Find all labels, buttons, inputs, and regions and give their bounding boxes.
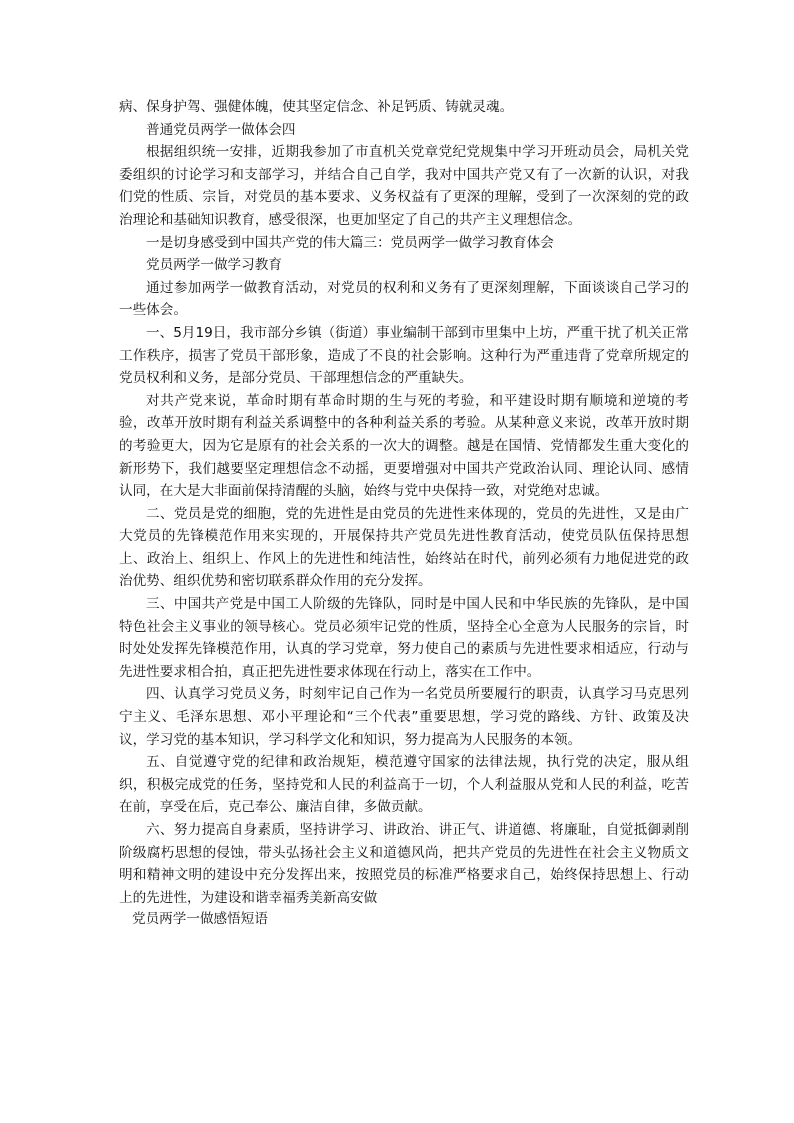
document-body: [119, 96, 689, 909]
paragraph: 通过参加两学一做教育活动，对党员的权利和义务有了更深刻理解，下面谈谈自己学习的一些体会。: [119, 279, 689, 319]
paragraph-point-four: 四、认真学习党员义务，时刻牢记自己作为一名党员所要履行的职责，认真学习马克思列宁主义、毛泽东思想、邓小平理论和“三个代表”重要思想，学习党的路线、方针、政策及决议，学习党的基本知识，学习科学文化和知识，努力提高为人民服务的本领。: [119, 686, 689, 748]
paragraph-point-six: 六、努力提高自身素质，坚持讲学习、讲政治、讲正气、讲道德、将廉耻，自觉抵御剥削阶级腐朽思想的侵蚀，带头弘扬社会主义和道德风尚，把共产党员的先进性在社会主义物质文明和精神文明的建设中充分发挥出来，按照党员的标准严格要求自己，始终保持思想上、行动上的先进性，为建设和谐幸福秀美新高安做: [119, 822, 689, 906]
section-heading-article-three: 一是切身感受到中国共产党的伟大篇三：党员两学一做学习教育体会: [146, 234, 554, 251]
section-subheading: 党员两学一做学习教育: [146, 257, 282, 274]
paragraph-point-two: 二、党员是党的细胞，党的先进性是由党员的先进性来体现的，党员的先进性，又是由广大党员的先锋模范作用来实现的，开展保持共产党员先进性教育活动，使党员队伍保持思想上、政治上、组织上、作风上的先进性和纯洁性，始终站在时代，前列必须有力地促进党的政治优势、组织优势和密切联系群众作用的充分发挥。: [119, 505, 689, 590]
footer-title: 党员两学一做感悟短语: [132, 911, 268, 927]
paragraph: 对共产党来说，革命时期有革命时期的生与死的考验，和平建设时期有顺境和逆境的考验，改革开放时期有利益关系调整中的各种利益关系的考验。从某种意义来说，改革开放时期的考验更大，因为它是原有的社会关系的一次大的调整。越是在国情、党情都发生重大变化的新形势下，我们越要坚定理想信念不动摇，更要增强对中国共产党政治认同、理论认同、感情认同，在大是大非面前保持清醒的头脑，始终与党中央保持一致，对党绝对忠诚。: [119, 392, 689, 500]
paragraph-point-one: 一、5月19日，我市部分乡镇（街道）事业编制干部到市里集中上坊，严重干扰了机关正常工作秩序，损害了党员干部形象，造成了不良的社会影响。这种行为严重违背了党章所规定的党员权利和义务，是部分党员、干部理想信念的严重缺失。: [119, 324, 689, 387]
paragraph-point-five: 五、自觉遵守党的纪律和政治规矩，模范遵守国家的法律法规，执行党的决定，服从组织，积极完成党的任务，坚持党和人民的利益高于一切，个人利益服从党和人民的利益，吃苦在前，享受在后，克己奉公、廉洁自律，多做贡献。: [119, 754, 689, 816]
paragraph-point-three: 三、中国共产党是中国工人阶级的先锋队，同时是中国人民和中华民族的先锋队，是中国特色社会主义事业的领导核心。党员必须牢记党的性质，坚持全心全意为人民服务的宗旨，时时处处发挥先锋模范作用，认真的学习党章，努力使自己的素质与先进性要求相适应，行动与先进性要求相合拍，真正把先进性要求体现在行动上，落实在工作中。: [119, 596, 689, 680]
paragraph-continuation: 病、保身护驾、强健体魄，使其坚定信念、补足钙质、铸就灵魂。: [119, 99, 514, 115]
paragraph: 根据组织统一安排，近期我参加了市直机关党章党纪党规集中学习开班动员会，局机关党委组织的讨论学习和支部学习，并结合自己自学，我对中国共产党又有了一次新的认识，对我们党的性质、宗旨，对党员的基本要求、义务权益有了更深的理解，受到了一次深刻的党的政治理论和基础知识教育，感受很深，也更加坚定了自己的共产主义理想信念。: [119, 144, 689, 228]
section-heading-experience-four: 普通党员两学一做体会四: [146, 121, 296, 138]
